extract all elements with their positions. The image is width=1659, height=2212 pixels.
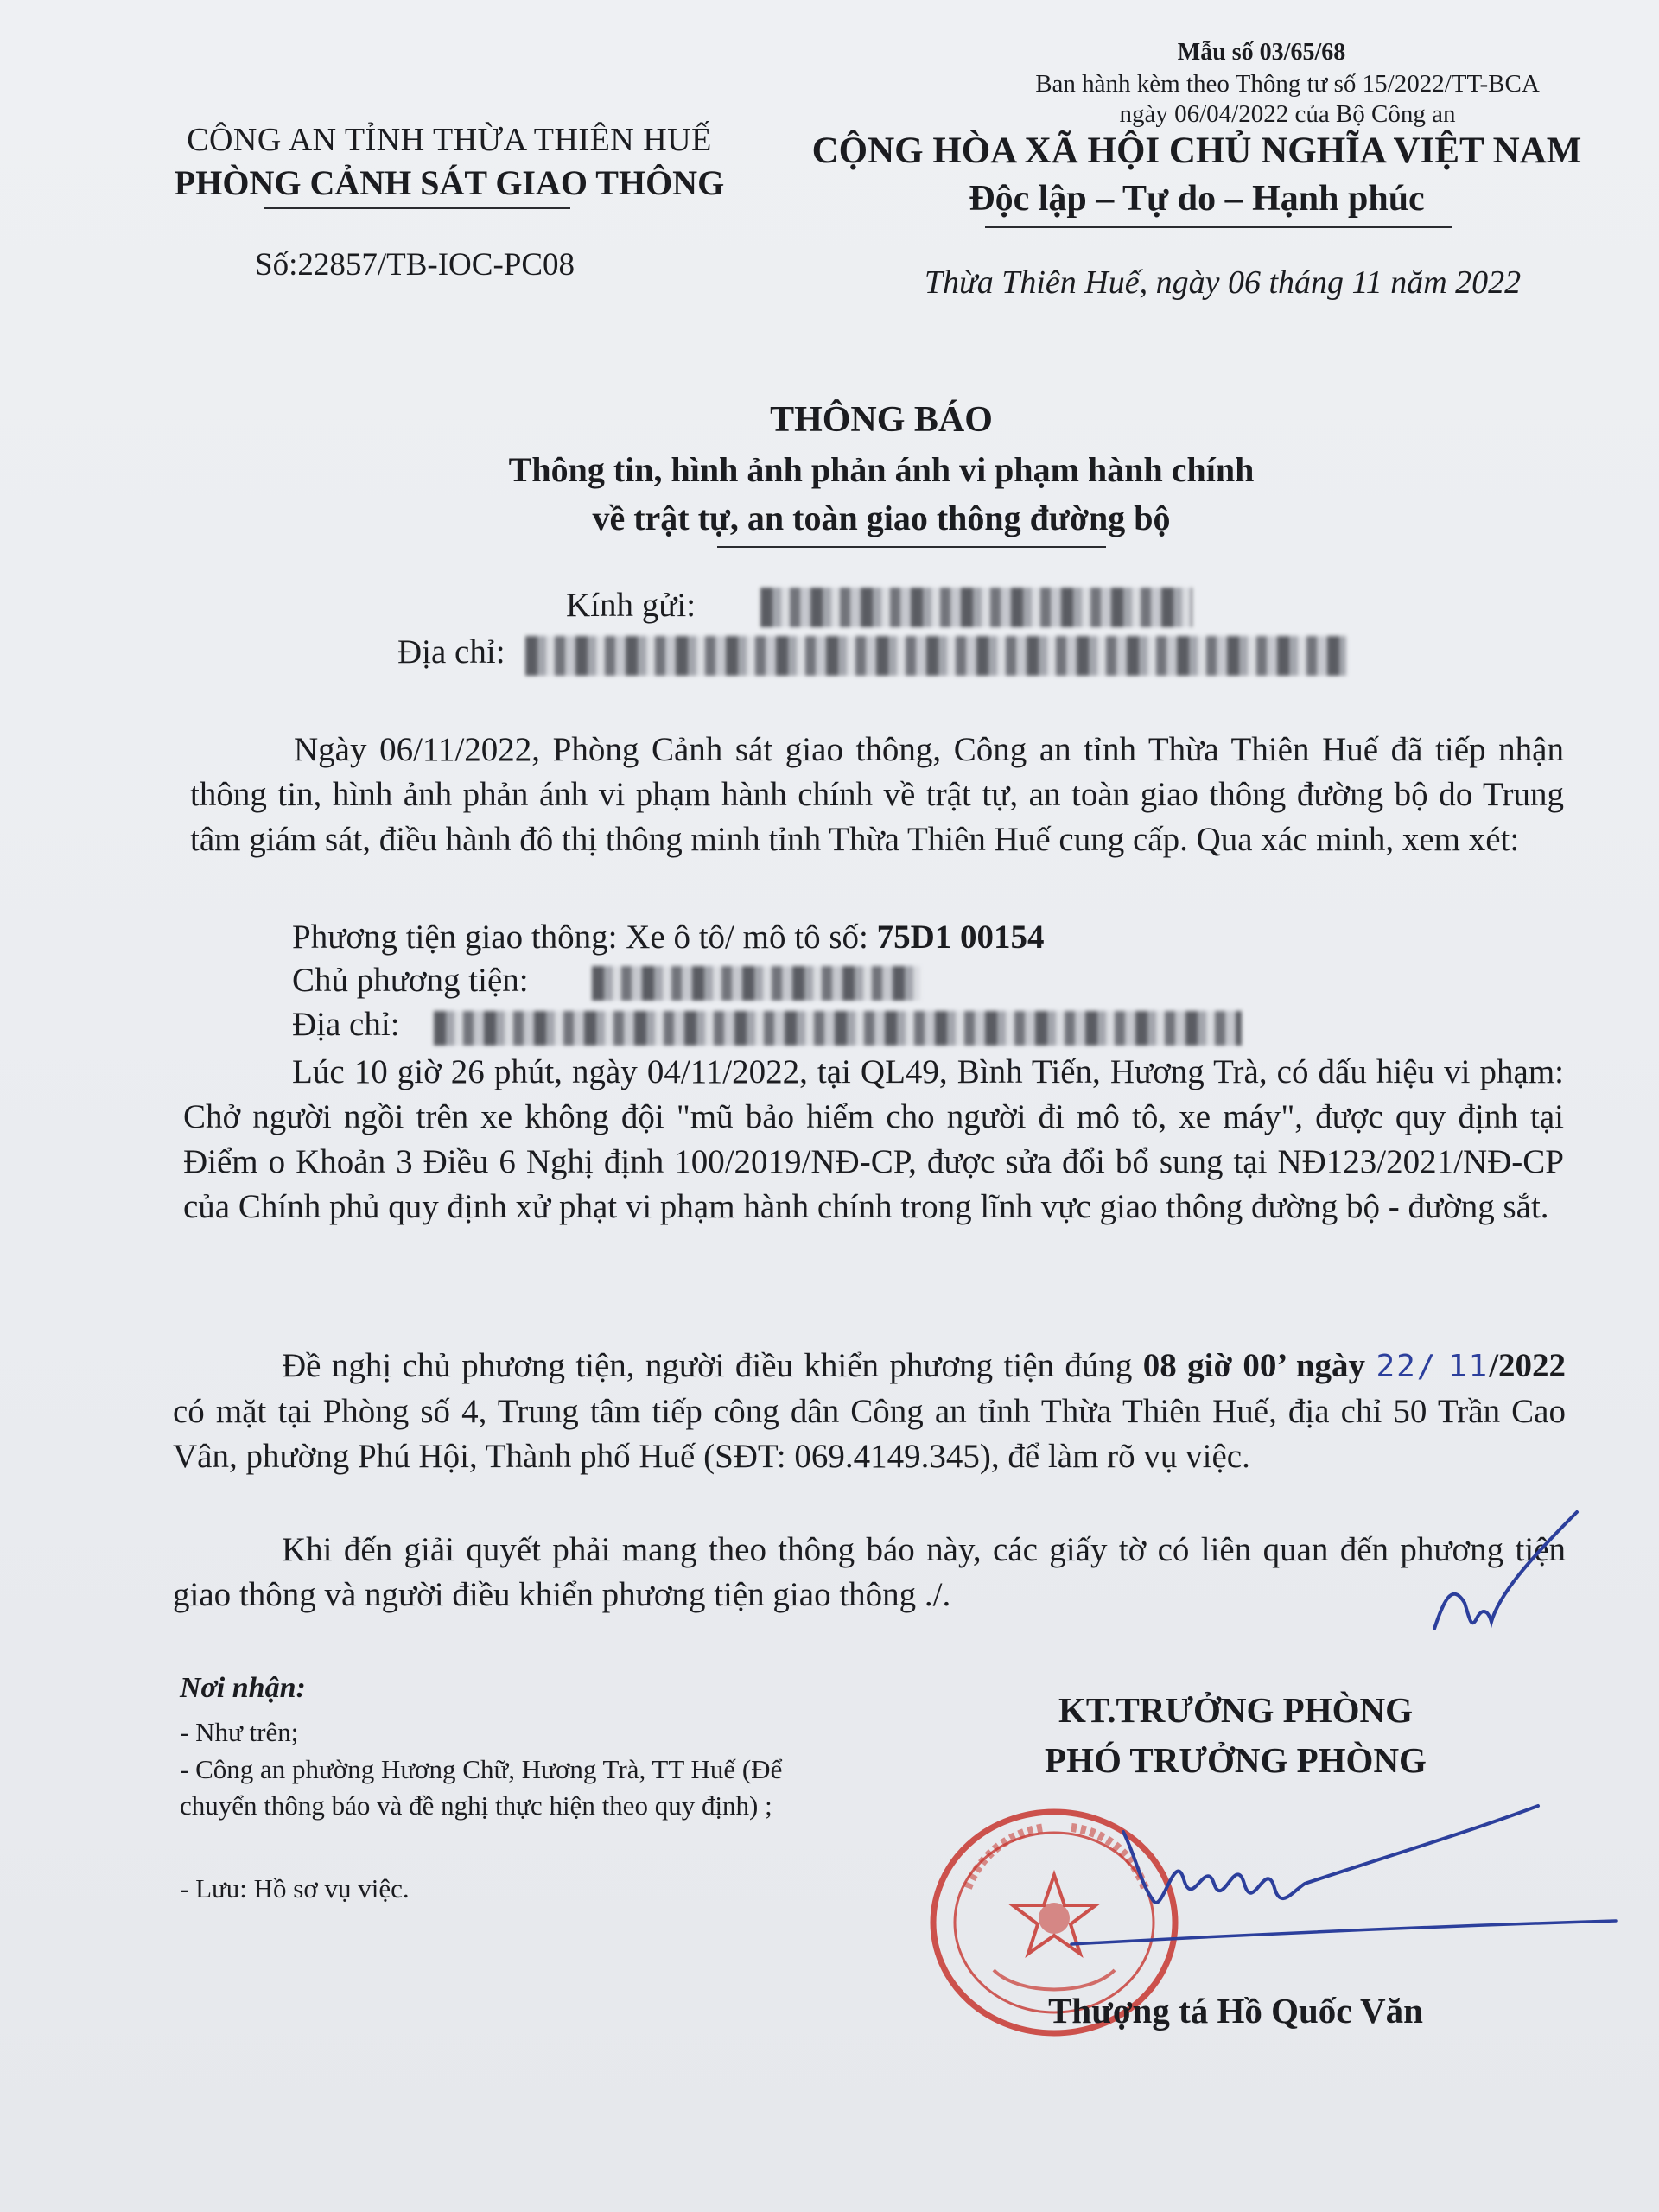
redacted-recipient-name	[760, 588, 1192, 627]
agency-parent: CÔNG AN TỈNH THỪA THIÊN HUẾ	[187, 122, 712, 158]
owner-label: Chủ phương tiện:	[292, 962, 529, 999]
salutation-label: Kính gửi:	[566, 587, 696, 624]
signature-title-line2: PHÓ TRƯỞNG PHÒNG	[1045, 1740, 1427, 1780]
owner-address-label: Địa chỉ:	[292, 1006, 400, 1043]
summons-text-1: Đề nghị chủ phương tiện, người điều khiển phương tiện đúng	[282, 1347, 1133, 1384]
summons-year: /2022	[1489, 1347, 1567, 1384]
signer-name: Thượng tá Hồ Quốc Văn	[1048, 1991, 1423, 2031]
national-motto: Độc lập – Tự do – Hạnh phúc	[969, 179, 1425, 219]
recipients-label: Nơi nhận:	[180, 1672, 306, 1704]
license-plate: 75D1 00154	[876, 918, 1045, 956]
summons-time: 08 giờ 00’ ngày	[1142, 1347, 1366, 1384]
agency-underline	[264, 207, 570, 209]
address-label: Địa chỉ:	[397, 633, 505, 671]
document-subtitle-line2: về trật tự, an toàn giao thông đường bộ	[592, 499, 1171, 537]
recipient-item: - Công an phường Hương Chữ, Hương Trà, TT Huế (Để chuyển thông báo và đề nghị thực hiện theo quy định) ;	[180, 1754, 783, 1821]
place-date: Thừa Thiên Huế, ngày 06 tháng 11 năm 2022	[924, 264, 1522, 301]
vehicle-label: Phương tiện giao thông: Xe ô tô/ mô tô số:	[292, 918, 868, 956]
handwritten-month: 11	[1447, 1349, 1490, 1384]
recipient-item: - Lưu: Hồ sơ vụ việc.	[180, 1873, 410, 1904]
summons-text-2: có mặt tại Phòng số 4, Trung tâm tiếp công dân Công an tỉnh Thừa Thiên Huế, địa chỉ 50 Trần Cao Vân, phường Phú Hội, Thành phố Huế (SĐT: 069.4149.345), để làm rõ vụ việc.	[173, 1393, 1566, 1475]
handwritten-check-mark	[1417, 1499, 1581, 1637]
motto-underline	[985, 226, 1452, 228]
form-number: Mẫu số 03/65/68	[1177, 39, 1346, 66]
signature-title-line1: KT.TRƯỞNG PHÒNG	[1058, 1690, 1413, 1730]
paragraph-requirements: Khi đến giải quyết phải mang theo thông báo này, các giấy tờ có liên quan đến phương tiện giao thông và người điều khiển phương tiện giao thông ./.	[173, 1531, 1566, 1613]
title-underline	[717, 546, 1106, 548]
handwritten-day: 22/	[1376, 1349, 1438, 1384]
paragraph-intro: Ngày 06/11/2022, Phòng Cảnh sát giao thông, Công an tỉnh Thừa Thiên Huế đã tiếp nhận thông tin, hình ảnh phản ánh vi phạm hành chính về trật tự, an toàn giao thông đường bộ do Trung tâm giám sát, điều hành đô thị thông minh tỉnh Thừa Thiên Huế cung cấp. Qua xác minh, xem xét:	[190, 731, 1564, 858]
vehicle-line	[292, 918, 1045, 957]
redacted-owner-address	[434, 1011, 1242, 1046]
document-number: Số:22857/TB-IOC-PC08	[255, 247, 575, 283]
recipient-item: - Như trên;	[180, 1717, 299, 1747]
issued-with-line1: Ban hành kèm theo Thông tư số 15/2022/TT-BCA	[1035, 70, 1540, 98]
agency-name: PHÒNG CẢNH SÁT GIAO THÔNG	[174, 163, 725, 202]
document-title: THÔNG BÁO	[770, 400, 993, 440]
document-subtitle-line1: Thông tin, hình ảnh phản ánh vi phạm hành chính	[508, 450, 1255, 489]
paragraph-violation: Lúc 10 giờ 26 phút, ngày 04/11/2022, tại QL49, Bình Tiến, Hương Trà, có dấu hiệu vi phạm: Chở người ngồi trên xe không đội "mũ bảo hiểm cho người đi mô tô, xe máy", được quy định tại Điểm o Khoản 3 Điều 6 Nghị định 100/2019/NĐ-CP, được sửa đổi bổ sung tại NĐ123/2021/NĐ-CP của Chính phủ quy định xử phạt vi phạm hành chính trong lĩnh vực giao thông đường bộ - đường sắt.	[183, 1053, 1564, 1225]
nation-title: CỘNG HÒA XÃ HỘI CHỦ NGHĨA VIỆT NAM	[811, 130, 1582, 171]
handwritten-signature	[1054, 1797, 1624, 1970]
paragraph-summons	[173, 1344, 1566, 1479]
redacted-owner-name	[592, 966, 920, 1001]
issued-with-line2: ngày 06/04/2022 của Bộ Công an	[1119, 100, 1456, 128]
redacted-recipient-address	[525, 636, 1346, 676]
